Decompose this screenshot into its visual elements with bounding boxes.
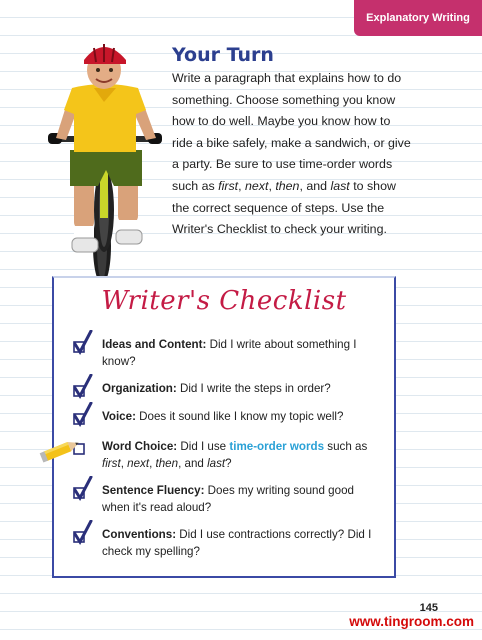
emphasis-next: next — [245, 178, 269, 193]
time-order-words-highlight: time-order words — [229, 440, 325, 453]
section-tab-label: Explanatory Writing — [366, 12, 470, 24]
checkmark-icon — [72, 520, 94, 546]
section-tab — [354, 0, 482, 36]
page-number: 145 — [419, 602, 438, 614]
checkmark-icon — [72, 374, 94, 400]
boy-on-bike-photo — [44, 40, 166, 286]
your-turn-paragraph: Write a paragraph that explains how to do something. Choose something you know how to do well. Maybe you know how to ride a bike safely, make a sandwich, or give a party. Be sure to use time-order words such as first, next, then, and last to show the correct sequence of steps. Use the Writer's Checklist to check your writing. — [172, 71, 411, 237]
emphasis-last: last — [330, 178, 350, 193]
emphasis-then: then — [275, 178, 300, 193]
your-turn-heading: Your Turn — [172, 44, 274, 66]
checkmark-icon — [72, 330, 94, 356]
writers-checklist-box: Writer's Checklist Ideas and Content: Did I write about something I know? Organization: Did I write the steps in order? Voice: Does it sound like I know my topic well? Word Choice: Did I use time-order words such as first, next, then, and last? Sentence Fluency: Does my writing sound good when it's read aloud? Conventions: Did I use contractions correctly? Did I check my spelling? — [52, 276, 396, 578]
checkmark-icon — [72, 476, 94, 502]
watermark-url: www.tingroom.com — [349, 614, 474, 629]
checkmark-icon — [72, 402, 94, 428]
pencil-icon — [38, 436, 84, 464]
checklist-title: Writer's Checklist — [101, 286, 347, 316]
emphasis-first: first — [218, 178, 239, 193]
